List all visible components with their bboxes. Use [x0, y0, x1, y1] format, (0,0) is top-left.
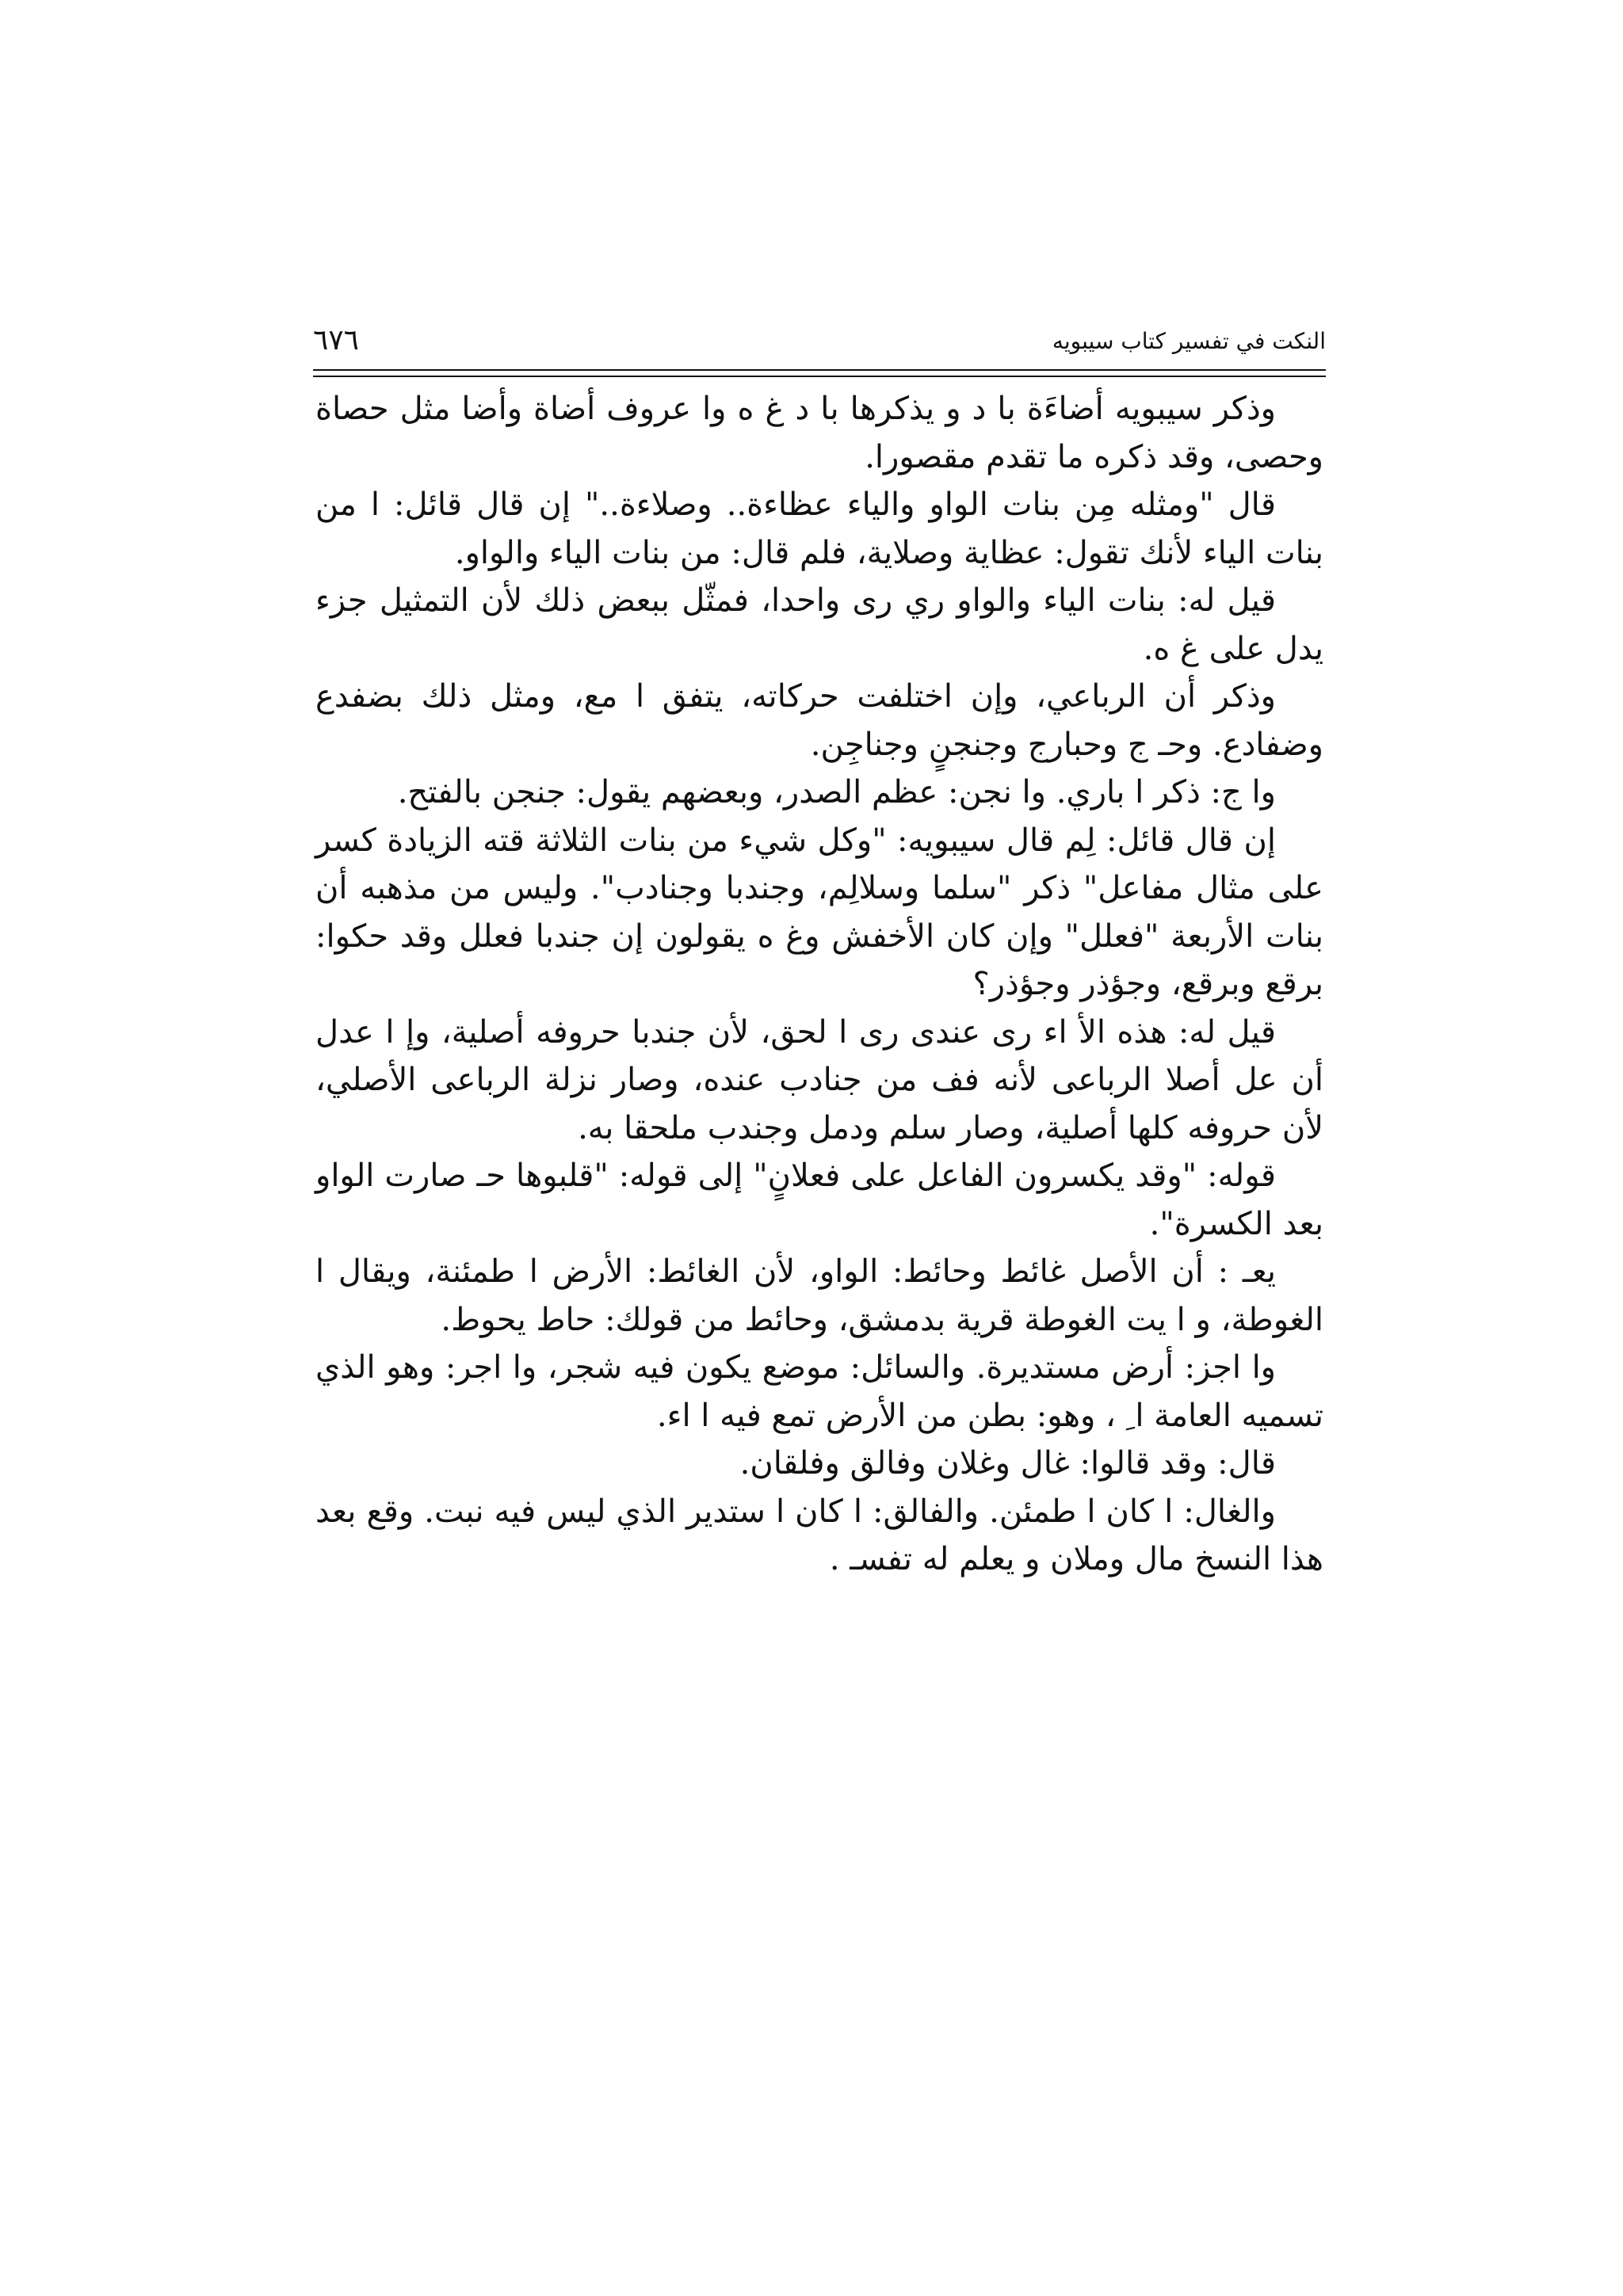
paragraph: قال: وقد قالوا: غال وغلان وفالق وفلقان.: [739, 1445, 1276, 1482]
paragraph: قال "ومثله مِن بنات الواو والياء عظاءة.. وصلاءة.." إن قال قائل: ا من بنات الياء لأنك تقول: عظاية وصلاية، فلم قال: من بنات الياء والواو.: [315, 486, 1323, 571]
running-title: النكت في تفسير كتاب سيبويه: [1052, 328, 1326, 354]
paragraph: يعـ : أن الأصل غائط وحائط: الواو، لأن الغائط: الأرض ا طمئنة، ويقال ا الغوطة، و ا يت الغوطة قرية بدمشق، وحائط من قولك: حاط يحوط.: [315, 1253, 1323, 1338]
paragraph: قيل له: بنات الياء والواو ري رى واحدا، فمثّل ببعض ذلك لأن التمثيل جزء يدل على غ ه.: [315, 582, 1323, 667]
header-rule-bottom: [313, 376, 1326, 377]
paragraph: وا ج: ذكر ا باري. وا نجن: عظم الصدر، وبعضهم يقول: جنجن بالفتح.: [397, 774, 1276, 810]
body-text: [315, 385, 1323, 1985]
page-header: [313, 321, 1326, 360]
paragraph: والغال: ا كان ا طمئن. والفالق: ا كان ا ستدير الذي ليس فيه نبت. وقع بعد هذا النسخ مال وملان و يعلم له تفسـ .: [315, 1493, 1323, 1577]
paragraph: قوله: "وقد يكسرون الفاعل على فعلانٍ" إلى قوله: "قلبوها حـ صارت الواو بعد الكسرة".: [315, 1158, 1323, 1242]
paragraph: قيل له: هذه الأ اء رى عندى رى ا لحق، لأن جندبا حروفه أصلية، وإ ا عدل أن عل أصلا الرباعى لأنه فف من جنادب عنده، وصار نزلة الرباعى الأصلي، لأن حروفه كلها أصلية، وصار سلم ودمل وجندب ملحقا به.: [315, 1013, 1323, 1146]
header-rule-top: [313, 369, 1326, 371]
paragraph: وذكر أن الرباعي، وإن اختلفت حركاته، يتفق ا مع، ومثل ذلك بضفدع وضفادع. وحـ ج وحبارج وجنجنٍ وجناجِن.: [315, 678, 1323, 763]
page-number: ٦٧٦: [313, 324, 360, 357]
paragraph: وا اجز: أرض مستديرة. والسائل: موضع يكون فيه شجر، وا اجر: وهو الذي تسميه العامة ا ِ ، وهو: بطن من الأرض تمع فيه ا اء.: [315, 1349, 1323, 1434]
paragraph: وذكر سيبويه أضاءَة با د و يذكرها با د غ ه وا عروف أضاة وأضا مثل حصاة وحصى، وقد ذكره ما تقدم مقصورا.: [315, 391, 1323, 475]
paragraph: إن قال قائل: لِم قال سيبويه: "وكل شيء من بنات الثلاثة قته الزيادة كسر على مثال مفاعل" ذكر "سلما وسلالِم، وجندبا وجنادب". وليس من مذهبه أن بنات الأربعة "فعلل" وإن كان الأخفش وغ ه يقولون إن جندبا فعلل وقد حكوا: برقع وبرقع، وجؤذر وجؤذر؟: [315, 822, 1323, 1002]
